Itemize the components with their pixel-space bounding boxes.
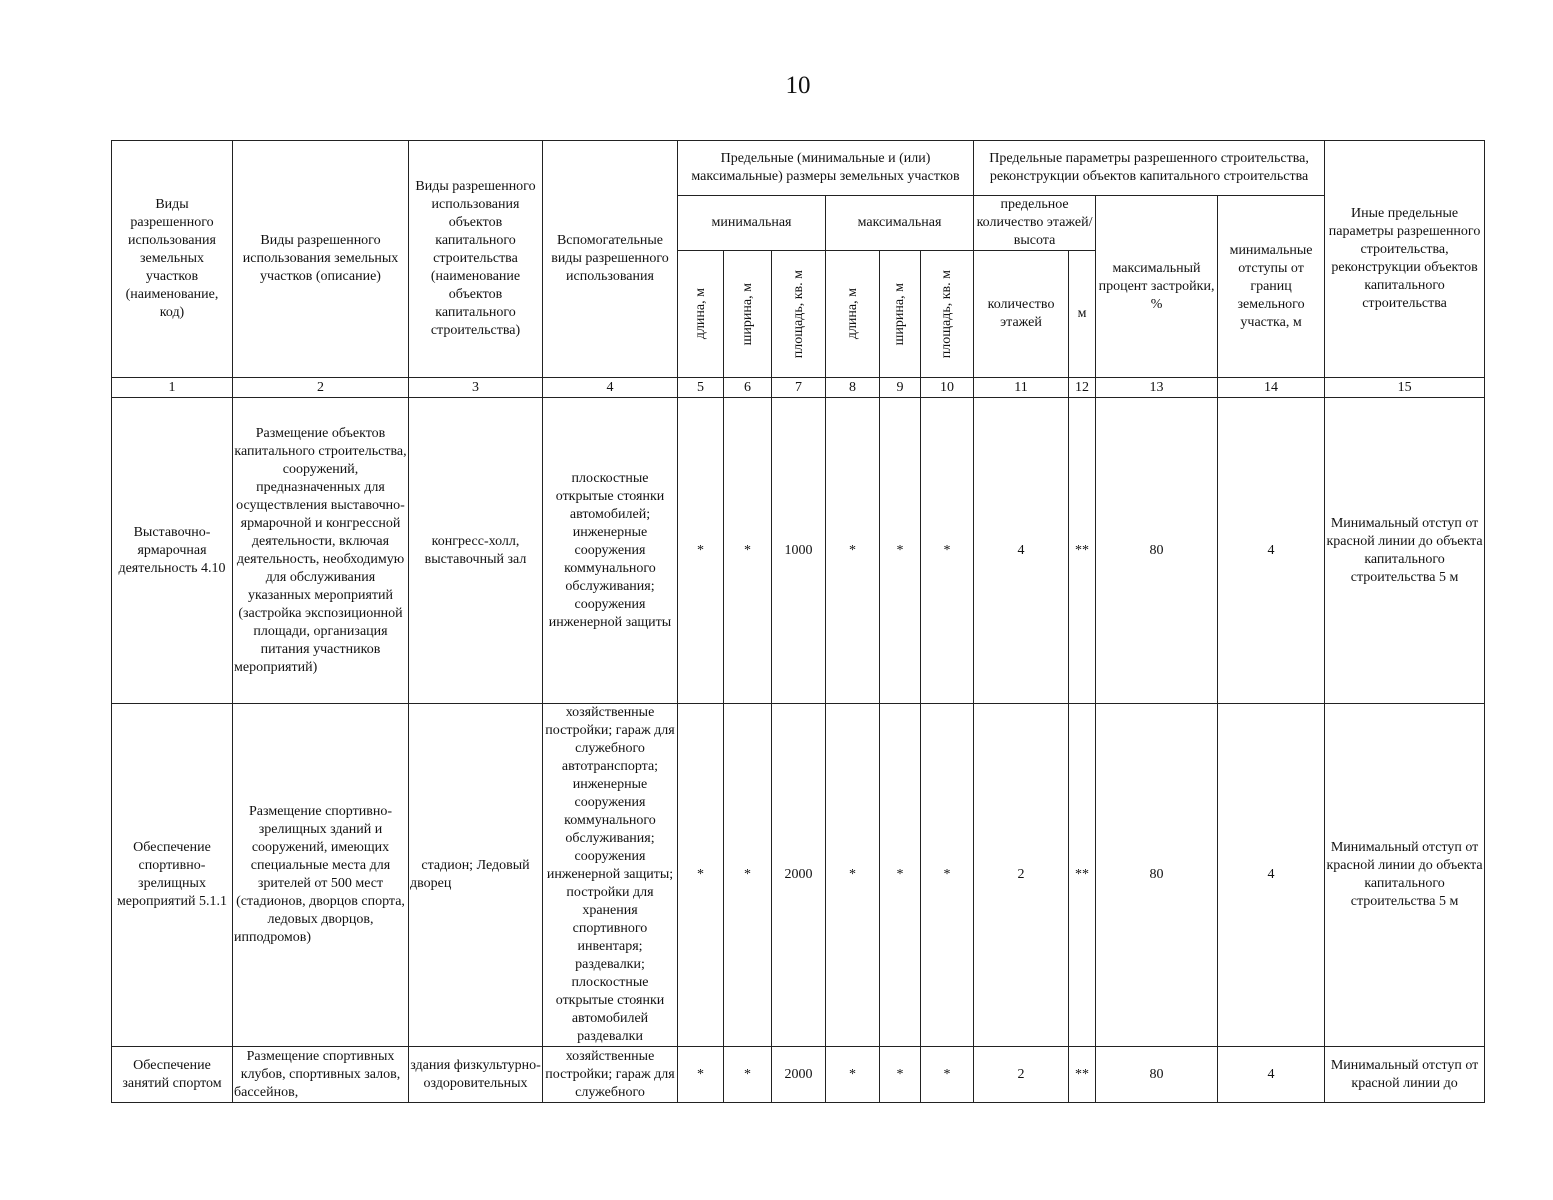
table-row	[112, 398, 1485, 704]
row-max-length: *	[826, 1047, 880, 1103]
header-other-params: Иные предельные параметры разрешенного строительства, реконструкции объектов капитального строительства	[1325, 141, 1485, 378]
row-min-offset: 4	[1218, 1047, 1325, 1103]
row-max-width: *	[880, 398, 921, 704]
row-construction-objects: стадион; Ледовый дворец	[409, 704, 543, 1047]
header-max-length-text: длина, м	[844, 288, 860, 340]
row-max-percent: 80	[1096, 398, 1218, 704]
table-row	[112, 1047, 1485, 1103]
header-max-percent: максимальный процент застройки, %	[1096, 196, 1218, 378]
zoning-table	[111, 140, 1485, 1103]
row-max-area: *	[921, 1047, 974, 1103]
column-number: 14	[1218, 378, 1325, 398]
column-number: 13	[1096, 378, 1218, 398]
header-max-area-text: площадь, кв. м	[939, 269, 955, 359]
row-min-area: 2000	[772, 704, 826, 1047]
row-min-width: *	[724, 704, 772, 1047]
row-max-length: *	[826, 704, 880, 1047]
column-number: 3	[409, 378, 543, 398]
column-number: 10	[921, 378, 974, 398]
header-build-params-group: Предельные параметры разрешенного строительства, реконструкции объектов капитального строительства	[974, 141, 1325, 196]
row-land-use-name: Обеспечение занятий спортом	[112, 1047, 233, 1103]
row-min-width: *	[724, 398, 772, 704]
row-other-params: Минимальный отступ от красной линии до объекта капитального строительства 5 м	[1325, 704, 1485, 1047]
row-floors: 2	[974, 704, 1069, 1047]
row-land-use-name: Выставочно-ярмарочная деятельность 4.10	[112, 398, 233, 704]
row-max-percent: 80	[1096, 1047, 1218, 1103]
column-number: 6	[724, 378, 772, 398]
row-max-length: *	[826, 398, 880, 704]
row-description: Размещение спортивно-зрелищных зданий и сооружений, имеющих специальные места для зрителей от 500 мест (стадионов, дворцов спорта, ледовых дворцов, ипподромов)	[233, 704, 409, 1047]
header-row-1	[112, 141, 1485, 196]
row-height: **	[1069, 398, 1096, 704]
header-land-use-description: Виды разрешенного использования земельных участков (описание)	[233, 141, 409, 378]
table-row	[112, 704, 1485, 1047]
column-number: 8	[826, 378, 880, 398]
row-min-offset: 4	[1218, 704, 1325, 1047]
header-min-offsets: минимальные отступы от границ земельного участка, м	[1218, 196, 1325, 378]
row-min-length: *	[678, 704, 724, 1047]
header-plot-size-group: Предельные (минимальные и (или) максимальные) размеры земельных участков	[678, 141, 974, 196]
header-auxiliary-use: Вспомогательные виды разрешенного использования	[543, 141, 678, 378]
header-max-width-text: ширина, м	[892, 282, 907, 346]
header-min-area	[772, 251, 826, 378]
row-max-area: *	[921, 398, 974, 704]
header-land-use-name: Виды разрешенного использования земельных участков (наименование, код)	[112, 141, 233, 378]
header-max-width	[880, 251, 921, 378]
column-number: 4	[543, 378, 678, 398]
header-min-length	[678, 251, 724, 378]
column-number: 15	[1325, 378, 1485, 398]
header-height-m: м	[1069, 251, 1096, 378]
header-construction-use: Виды разрешенного использования объектов капитального строительства (наименование объектов капитального строительства)	[409, 141, 543, 378]
row-construction-objects: здания физкультурно-оздоровительных	[409, 1047, 543, 1103]
row-description: Размещение спортивных клубов, спортивных залов, бассейнов,	[233, 1047, 409, 1103]
row-max-width: *	[880, 704, 921, 1047]
row-min-width: *	[724, 1047, 772, 1103]
header-min-length-text: длина, м	[692, 288, 708, 340]
header-floors: количество этажей	[974, 251, 1069, 378]
column-number: 11	[974, 378, 1069, 398]
row-land-use-name: Обеспечение спортивно-зрелищных мероприятий 5.1.1	[112, 704, 233, 1047]
header-min-width-text: ширина, м	[739, 282, 755, 346]
header-max-area	[921, 251, 974, 378]
row-auxiliary-use: плоскостные открытые стоянки автомобилей; инженерные сооружения коммунального обслуживания; сооружения инженерной защиты	[543, 398, 678, 704]
column-number: 9	[880, 378, 921, 398]
row-max-area: *	[921, 704, 974, 1047]
row-min-length: *	[678, 1047, 724, 1103]
header-minimum: минимальная	[678, 196, 826, 251]
column-number: 2	[233, 378, 409, 398]
column-number: 5	[678, 378, 724, 398]
row-min-offset: 4	[1218, 398, 1325, 704]
page-number: 10	[785, 72, 811, 99]
header-floors-group: предельное количество этажей/высота	[974, 196, 1096, 251]
column-number: 12	[1069, 378, 1096, 398]
row-height: **	[1069, 704, 1096, 1047]
row-floors: 2	[974, 1047, 1069, 1103]
row-description: Размещение объектов капитального строительства, сооружений, предназначенных для осуществления выставочно-ярмарочной и конгрессной деятельности, включая деятельность, необходимую для обслуживания указанных мероприятий (застройка экспозиционной площади, организация питания участников мероприятий)	[233, 398, 409, 704]
row-other-params: Минимальный отступ от красной линии до объекта капитального строительства 5 м	[1325, 398, 1485, 704]
header-min-area-text: площадь, кв. м	[790, 269, 806, 359]
header-max-length	[826, 251, 880, 378]
row-min-area: 2000	[772, 1047, 826, 1103]
row-max-percent: 80	[1096, 704, 1218, 1047]
column-number-row	[112, 378, 1485, 398]
column-number: 7	[772, 378, 826, 398]
header-maximum: максимальная	[826, 196, 974, 251]
row-auxiliary-use: хозяйственные постройки; гараж для служебного	[543, 1047, 678, 1103]
row-floors: 4	[974, 398, 1069, 704]
column-number: 1	[112, 378, 233, 398]
row-min-length: *	[678, 398, 724, 704]
row-auxiliary-use: хозяйственные постройки; гараж для служебного автотранспорта; инженерные сооружения коммунального обслуживания; сооружения инженерной защиты; постройки для хранения спортивного инвентаря; раздевалки; плоскостные открытые стоянки автомобилей раздевалки	[543, 704, 678, 1047]
row-other-params: Минимальный отступ от красной линии до	[1325, 1047, 1485, 1103]
row-min-area: 1000	[772, 398, 826, 704]
row-max-width: *	[880, 1047, 921, 1103]
row-construction-objects: конгресс-холл, выставочный зал	[409, 398, 543, 704]
row-height: **	[1069, 1047, 1096, 1103]
header-min-width	[724, 251, 772, 378]
